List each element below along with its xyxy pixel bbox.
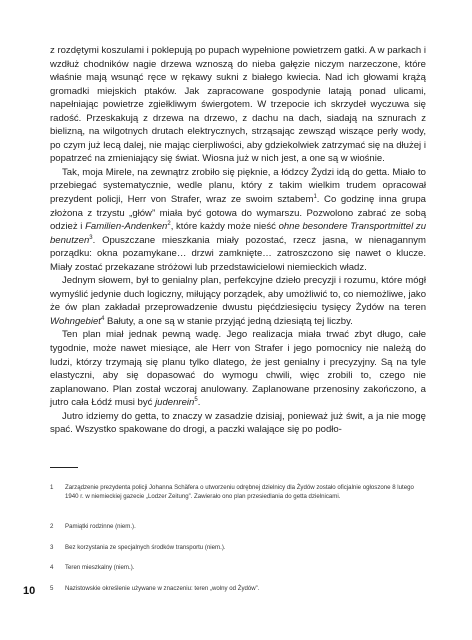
text-run: Tak, moja Mirele, na zewnątrz zrobiło się pięknie, a łódzcy Żydzi idą do getta. Miało to przebiegać systematycznie, wedle planu, który z takim wielkim trudem opracował prezydent policji, Herr von Strafer, wraz ze swoim sztabem (50, 166, 426, 206)
footnote-text: Pamiątki rodzinne (niem.). (65, 523, 136, 530)
footnote-text: Zarządzenie prezydenta policji Johanna Schäfera o utworzeniu odrębnej dzielnicy dla Żydów zostało oficjalnie ogłoszone 8 lutego 1940 r. w niemieckiej gazecie „Lodzer Zeitung”. Zawierało ono plan przesiedlania do getta dzielnicami. (65, 484, 414, 501)
italic-term: Wohngebiet (50, 315, 101, 327)
paragraph-3 (50, 274, 426, 328)
text-run: . Co godzinę inna grupa złożona z trzystu „głów” miała być gotowa do wymarszu. Pozwolono zabrać ze sobą odzież i (50, 194, 426, 233)
italic-term: judenrein (155, 397, 195, 409)
footnote-number: 2 (50, 523, 54, 530)
text-run: . Opuszczane mieszkania miały pozostać, rzecz jasna, w nienagannym porządku: okna pozamykane… drzwi zamknięte… zatroszczono się nawet o klucze. Miały zostać przekazane stróżowi lub przedstawicielowi niemieckich władz. (50, 234, 426, 273)
paragraph-4 (50, 328, 426, 409)
footnote-5 (50, 584, 420, 593)
text-run: Jutro idziemy do getta, to znaczy w zasadzie dzisiaj, ponieważ już świt, a ja nie mogę spać. Wszystko spakowane do drogi, a paczki walające się po podło- (50, 410, 426, 436)
footnote-4 (50, 563, 420, 572)
footnote-ref-5: 5 (194, 397, 198, 404)
footnote-text: Teren mieszkalny (niem.). (65, 564, 135, 571)
italic-term: Familien-Andenken (85, 221, 168, 233)
footnote-ref-4: 4 (100, 315, 105, 322)
footnote-separator (50, 467, 78, 468)
footnote-number: 4 (50, 564, 54, 571)
footnote-number: 5 (50, 585, 54, 592)
footnote-ref-3: 3 (89, 234, 93, 241)
text-run: , które każdy może nieść (170, 221, 279, 233)
paragraph-2 (50, 166, 426, 274)
footnote-text: Nazistowskie określenie używane w znaczeniu: teren „wolny od Żydów”. (65, 585, 260, 592)
text-run: Ten plan miał jednak pewną wadę. Jego realizacja miała trwać zbyt długo, całe tygodnie, może nawet miesiące, ale Herr von Strafer i jego pomocnicy nie należą do ludzi, którzy trzymają się planu tylko dlatego, że jest genialny i precyzyjny. Są na tyle elastyczni, aby się dopasować do wymogu chwili, więc zrobili to, czego nie zaplanowano. Plan został wczoraj anulowany. Zaplanowane przenosiny zakończono, a jutro cała Łódź musi być (50, 329, 426, 409)
footnote-2 (50, 522, 420, 531)
text-run: . (197, 397, 201, 409)
footnote-ref-1: 1 (313, 194, 317, 201)
text-run: Bałuty, a one są w stanie przyjąć jedną dziesiątą tej liczby. (104, 315, 353, 327)
footnote-1 (50, 483, 420, 502)
paragraph-5 (50, 410, 426, 437)
footnote-text: Bez korzystania ze specjalnych środków transportu (niem.). (65, 544, 226, 551)
page-number: 10 (23, 585, 36, 597)
main-text (50, 44, 426, 437)
text-run: z rozdętymi koszulami i poklepują po pupach wypełnione powietrzem gatki. A w parkach i wzdłuż chodników nagie drzewa wznoszą do nieba gałęzie niczym narzeczone, które właśnie mają wsunąć ręce w rękawy sukni z białego kwiecia. Nad ich głowami krążą gromadki miejskich ptaków. Jak zapracowane gospodynie latają ponad ulicami, napełniając powietrze zgiełkliwym świergotem. W trzepocie ich skrzydeł wyczuwa się radość. Przeskakują z drzewa na drzewo, z dachu na dach, siadają na sznurach z bielizną, na wilgotnych drutach elektrycznych, strząsając zewsząd wiszące perły wody, po czym już lecą dalej, nie mając cierpliwości, aby gdziekolwiek zatrzymać się na dłużej i popatrzeć na zmieniający się świat. Wiosna już w nich jest, a one są w wiośnie. (50, 45, 426, 165)
text-run: Jednym słowem, był to genialny plan, perfekcyjne dzieło precyzji i rozumu, które mógł wymyślić jedynie duch logiczny, miłujący porządek, aby umożliwić to, co niemożliwe, jako że ów plan zakładał przeprowadzenie dwustu pięćdziesięciu tysięcy Żydów na teren (50, 275, 427, 314)
footnote-number: 1 (50, 484, 54, 491)
footnote-ref-2: 2 (167, 221, 171, 228)
italic-term: ohne besondere Transportmittel zu benutzen (50, 221, 426, 246)
footnote-number: 3 (50, 544, 54, 551)
paragraph-1 (50, 44, 426, 166)
footnote-3 (50, 543, 420, 552)
